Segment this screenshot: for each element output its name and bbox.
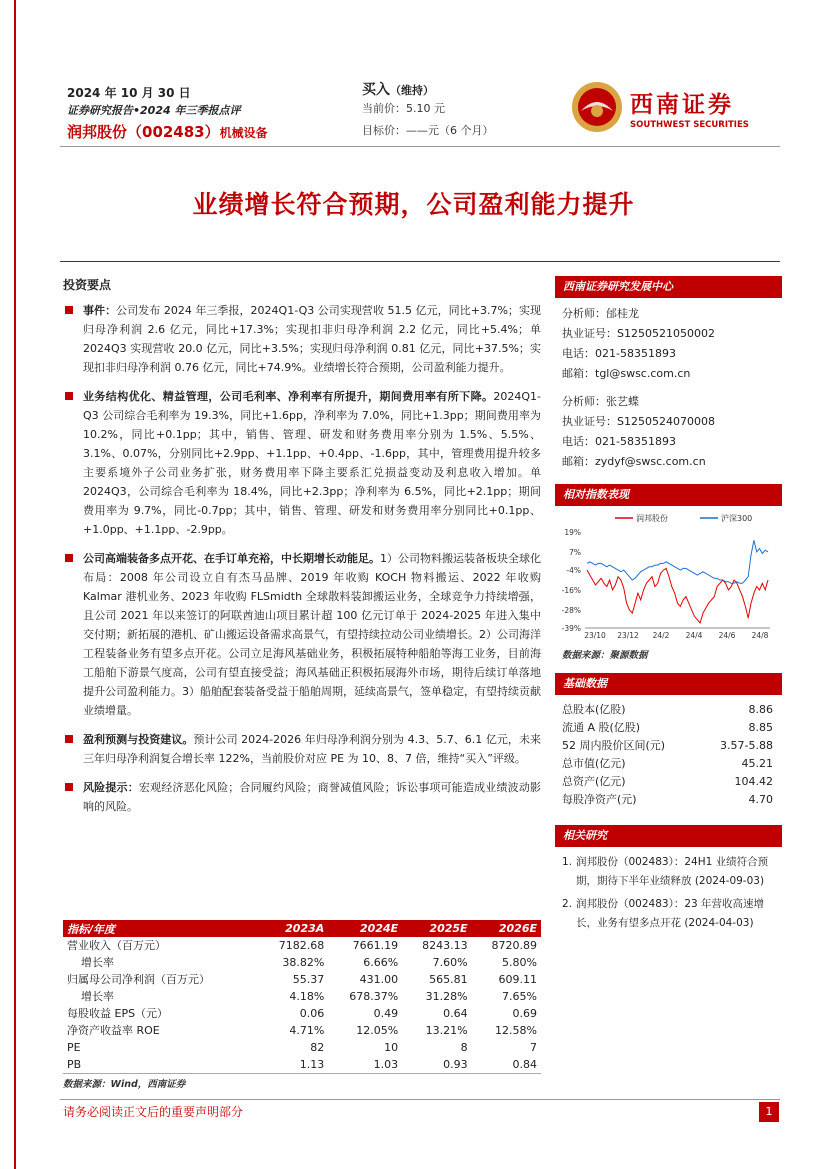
basic-value: 8.85 xyxy=(748,721,773,734)
logo-text-cn: 西南证券 xyxy=(630,92,734,118)
chart-source: 数据来源：聚源数据 xyxy=(562,650,648,661)
table-cell: 4.71% xyxy=(289,1024,325,1037)
header-divider xyxy=(60,146,780,147)
current-price: 当前价：5.10 元 xyxy=(362,102,445,115)
investment-points xyxy=(63,276,541,826)
table-cell: 38.82% xyxy=(282,956,325,969)
basic-value: 104.42 xyxy=(734,775,773,788)
table-cell: 0.64 xyxy=(443,1007,468,1020)
points-heading: 投资要点 xyxy=(63,278,112,292)
table-cell: 7.60% xyxy=(432,956,468,969)
table-row xyxy=(63,1005,541,1022)
table-header: 2026E xyxy=(472,920,541,937)
basic-key: 总资产(亿元) xyxy=(562,775,626,788)
company-name: 润邦股份（002483） xyxy=(67,123,220,141)
research-center-header: 西南证券研究发展中心 xyxy=(555,276,782,298)
row-label: PE xyxy=(67,1041,81,1054)
basic-value: 3.57-5.88 xyxy=(720,739,773,752)
title-divider xyxy=(60,261,780,262)
industry: 机械设备 xyxy=(219,126,268,140)
table-cell: 82 xyxy=(310,1041,325,1054)
table-cell: 7 xyxy=(530,1041,537,1054)
x-tick-label: 23/12 xyxy=(617,631,639,640)
point-text: 预计公司 2024-2026 年归母净利润分别为 4.3、5.7、6.1 亿元，未来三年归母净利润复合增长率 122%，当前股价对应 PE 为 10、8、7 倍，维持“买入”评级。 xyxy=(83,733,541,765)
analyst-email[interactable]: 邮箱：zydyf@swsc.com.cn xyxy=(562,455,706,468)
basic-key: 52 周内股价区间(元) xyxy=(562,739,666,752)
table-cell: 0.06 xyxy=(299,1007,325,1020)
table-row xyxy=(63,971,541,988)
report-type: 证券研究报告•2024 年三季报点评 xyxy=(67,104,241,117)
table-cell: 0.69 xyxy=(512,1007,537,1020)
series-line-hs300 xyxy=(587,540,768,583)
analyst-email[interactable]: 邮箱：tgl@swsc.com.cn xyxy=(562,367,691,380)
y-tick-label: -4% xyxy=(566,566,581,576)
legend-label: 润邦股份 xyxy=(636,514,668,523)
table-source: 数据来源：Wind，西南证券 xyxy=(63,1079,186,1090)
row-label: 每股收益 EPS（元） xyxy=(67,1007,169,1020)
table-cell: 431.00 xyxy=(359,973,399,986)
table-cell: 0.84 xyxy=(472,1056,541,1074)
relative-performance-chart xyxy=(555,510,782,645)
basic-data-list xyxy=(555,701,782,809)
row-label: 增长率 xyxy=(81,990,114,1003)
table-cell: 8 xyxy=(460,1041,468,1054)
table-cell: 609.11 xyxy=(498,973,537,986)
table-cell: 7.65% xyxy=(502,990,537,1003)
y-tick-label: -39% xyxy=(561,624,581,633)
analyst-name: 分析师：张艺蝶 xyxy=(562,395,639,408)
x-tick-label: 24/4 xyxy=(685,631,703,640)
table-row xyxy=(63,1056,541,1074)
table-cell: 0.93 xyxy=(402,1056,471,1074)
table-header: 2023A xyxy=(259,920,328,937)
related-research-list xyxy=(555,847,782,933)
series-line-runbang xyxy=(587,568,768,623)
point-forecast xyxy=(63,730,541,768)
index-header: 相对指数表现 xyxy=(555,484,782,506)
point-margin xyxy=(63,387,541,539)
table-cell: 5.80% xyxy=(502,956,537,969)
row-label: 营业收入（百万元） xyxy=(67,939,166,952)
table-cell: 8720.89 xyxy=(491,939,537,952)
basic-value: 45.21 xyxy=(741,757,773,770)
point-text: 宏观经济恶化风险；合同履约风险；商誉减值风险；诉讼事项可能造成业绩波动影响的风险。 xyxy=(83,781,541,813)
table-header: 指标/年度 xyxy=(63,920,259,937)
rating xyxy=(362,79,434,99)
basic-row xyxy=(555,701,782,719)
point-text: 1）公司物料搬运装备板块全球化布局：2008 年公司设立自有杰马品牌、2019 年收购 KOCH 物料搬运、2022 年收购 Kalmar 港机业务、2023 年收购 FLSmidth 全球散料装卸搬运业务，全球竞争力持续增强，且公司 2021 年以来签订的阿联酋迪山项目累计超 100 亿元订单于 2024-2025 年进入集中交付期；新拓展的港机、矿山搬运设备需求高景气，有望持续拉动公司业绩增长。2）公司海洋工程装备业务有望多点开花。公司立足海风基础业务，积极拓展特种船舶等海工业务，目前海工船舶下游景气度高，公司有望直接受益；海风基础正积极拓展海外市场，期待后续订单落地提升公司盈利能力。3）船舶配套装备受益于船舶周期，延续高景气，签单稳定，有望持续贡献业绩增量。 xyxy=(83,552,541,717)
point-lead: 事件： xyxy=(83,304,117,317)
point-lead: 风险提示： xyxy=(83,781,139,794)
bullet-marker xyxy=(65,735,73,743)
table-row xyxy=(63,988,541,1005)
analyst-phone: 电话：021-58351893 xyxy=(562,347,676,360)
related-item[interactable] xyxy=(562,853,773,891)
footer-disclaimer: 请务必阅读正文后的重要声明部分 xyxy=(63,1105,244,1119)
table-cell: 678.37% xyxy=(349,990,399,1003)
basic-row xyxy=(555,773,782,791)
sidebar xyxy=(555,276,782,937)
table-cell: 8243.13 xyxy=(422,939,468,952)
point-text: 2024Q1-Q3 公司综合毛利率为 19.3%，同比+1.6pp，净利率为 7.0%，同比+1.3pp；期间费用率为 10.2%，同比+0.1pp；其中，销售、管理、研发和财务费用率分别为 1.5%、5.5%、3.1%、0.07%，分别同比+2.9pp、+1.1pp、+0.4pp、-1.6pp，其中，管理费用提升较多主要系境外子公司业务扩张，财务费用率下降主要系汇兑损益变动及利息收入增加。单 2024Q3，公司综合毛利率为 18.4%，同比+2.3pp；净利率为 6.5%，同比+2.1pp；期间费用率为 9.7%，同比-0.7pp；其中，销售、管理、研发和财务费用率分别同比+0.1pp、+1.0pp、+1.1pp、-2.9pp。 xyxy=(83,390,541,536)
y-tick-label: -16% xyxy=(561,585,581,595)
basic-data-header: 基础数据 xyxy=(555,673,782,695)
table-cell: 55.37 xyxy=(292,973,325,986)
analyst-phone: 电话：021-58351893 xyxy=(562,435,676,448)
table-cell: 13.21% xyxy=(425,1024,468,1037)
left-edge-stripe xyxy=(14,0,16,1169)
target-price: 目标价：——元（6 个月） xyxy=(362,124,494,137)
point-lead: 业务结构优化、精益管理，公司毛利率、净利率有所提升，期间费用率有所下降。 xyxy=(83,390,494,403)
y-tick-label: 7% xyxy=(569,547,581,557)
table-cell: 4.18% xyxy=(289,990,325,1003)
table-cell: 0.49 xyxy=(373,1007,399,1020)
row-label: 归属母公司净利润（百万元） xyxy=(67,973,210,986)
basic-key: 每股净资产(元) xyxy=(562,793,637,806)
table-cell: 12.58% xyxy=(495,1024,537,1037)
basic-row xyxy=(555,755,782,773)
row-label: 净资产收益率 ROE xyxy=(67,1024,160,1037)
table-row xyxy=(63,1039,541,1056)
table-header: 2024E xyxy=(328,920,402,937)
related-item[interactable] xyxy=(562,895,773,933)
y-tick-label: 19% xyxy=(564,528,581,537)
table-cell: 1.03 xyxy=(328,1056,402,1074)
company-line xyxy=(67,121,268,142)
point-lead: 公司高端装备多点开花、在手订单充裕，中长期增长动能足。 xyxy=(83,552,380,565)
point-lead: 盈利预测与投资建议。 xyxy=(83,733,194,746)
related-research-header: 相关研究 xyxy=(555,825,782,847)
table-cell: 10 xyxy=(384,1041,399,1054)
related-text: 润邦股份（002483）：23 年营收高速增长，业务有望多点开花 (2024-04-03) xyxy=(576,898,765,929)
basic-row xyxy=(555,791,782,809)
basic-row xyxy=(555,719,782,737)
legend-label: 沪深300 xyxy=(721,514,753,523)
related-text: 润邦股份（002483）：24H1 业绩符合预期，期待下半年业绩释放 (2024-09-03) xyxy=(576,856,769,887)
financial-forecast-table xyxy=(63,920,541,1074)
page-number: 1 xyxy=(759,1102,779,1122)
southwest-securities-logo-icon xyxy=(571,81,623,133)
analyst-1 xyxy=(555,304,782,384)
related-number: 1. xyxy=(562,856,573,868)
x-tick-label: 23/10 xyxy=(584,631,606,640)
table-header-row xyxy=(63,920,541,937)
bullet-marker xyxy=(65,306,73,314)
bullet-marker xyxy=(65,554,73,562)
table-row xyxy=(63,954,541,971)
related-number: 2. xyxy=(562,898,573,910)
table-cell: 12.05% xyxy=(356,1024,399,1037)
analyst-2 xyxy=(555,392,782,472)
basic-key: 流通 A 股(亿股) xyxy=(562,721,641,734)
report-title: 业绩增长符合预期，公司盈利能力提升 xyxy=(192,190,635,219)
table-cell: 7182.68 xyxy=(278,939,325,952)
point-text: 公司发布 2024 年三季报，2024Q1-Q3 公司实现营收 51.5 亿元，同比+3.7%；实现归母净利润 2.6 亿元，同比+17.3%；实现扣非归母净利润 2.2 亿元，同比+5.4%；单 2024Q3 实现营收 20.0 亿元，同比+3.5%；实现归母净利润 0.81 亿元，同比+37.5%；实现扣非归母净利润 0.76 亿元，同比+74.9%。业绩增长符合预期，公司盈利能力提升。 xyxy=(83,304,542,374)
point-risk xyxy=(63,778,541,816)
rating-value: 买入 xyxy=(362,82,390,98)
table-header: 2025E xyxy=(402,920,471,937)
table-row xyxy=(63,1022,541,1039)
bullet-marker xyxy=(65,783,73,791)
logo-text-en: SOUTHWEST SECURITIES xyxy=(630,120,749,130)
rating-note: （维持） xyxy=(390,84,434,97)
y-tick-label: -28% xyxy=(561,605,581,615)
point-event xyxy=(63,301,541,377)
row-label: PB xyxy=(63,1056,259,1074)
report-date: 2024 年 10 月 30 日 xyxy=(67,86,191,100)
analyst-cert: 执业证号：S1250524070008 xyxy=(562,415,715,428)
footer-divider xyxy=(60,1099,780,1100)
table-cell: 7661.19 xyxy=(352,939,399,952)
point-equipment xyxy=(63,549,541,720)
analyst-name: 分析师：邰桂龙 xyxy=(562,307,639,320)
table-cell: 565.81 xyxy=(429,973,468,986)
basic-key: 总市值(亿元) xyxy=(562,757,626,770)
table-cell: 6.66% xyxy=(363,956,399,969)
x-tick-label: 24/2 xyxy=(652,631,670,640)
table-row xyxy=(63,937,541,954)
table-cell: 1.13 xyxy=(259,1056,328,1074)
bullet-marker xyxy=(65,392,73,400)
x-tick-label: 24/8 xyxy=(751,631,769,640)
basic-value: 4.70 xyxy=(748,793,773,806)
table-cell: 31.28% xyxy=(425,990,468,1003)
analyst-cert: 执业证号：S1250521050002 xyxy=(562,327,715,340)
basic-row xyxy=(555,737,782,755)
basic-value: 8.86 xyxy=(748,703,773,716)
row-label: 增长率 xyxy=(81,956,114,969)
x-tick-label: 24/6 xyxy=(718,631,736,640)
basic-key: 总股本(亿股) xyxy=(562,703,626,716)
